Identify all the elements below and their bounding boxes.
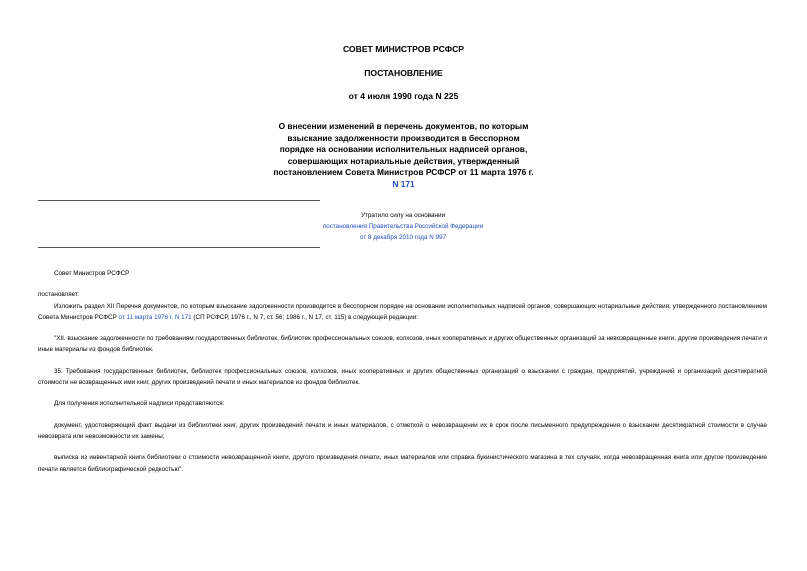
paragraph-6: выписка из инвентарной книги библиотеки о стоимости невозвращенной книги, другого произведения печати, иных материалов или справка букинистического магазина в тех случаях, когда невозвращенная книга или другое произведение печати является библиографической редкостью".	[38, 454, 767, 473]
paragraph-1	[38, 301, 767, 324]
bottom-divider	[38, 247, 320, 248]
document-body	[38, 268, 767, 475]
paragraph-1-text-end: (СП РСФСР, 1976 г., N 7, ст. 56; 1986 г., N 17, ст. 115) в следующей редакции:	[191, 313, 418, 321]
paragraph-4: Для получения исполнительной надписи представляются:	[54, 400, 225, 408]
document-title	[270, 121, 537, 191]
paragraph-1-link[interactable]: от 11 марта 1976 г. N 171	[118, 313, 192, 321]
paragraph-5: документ, удостоверяющий факт выдачи из библиотеки книг, других произведений печати и иных материалов, с отметкой о невозвращении их в срок после письменного предупреждения о взыскании десятикратной стоимости в случае невозврата или невозможности их замены;	[38, 421, 767, 440]
paragraph-1-text: Изложить раздел XII Перечня документов, по которым взыскание задолженности производится в бесспорном порядке на основании исполнительных надписей органов, совершающих нотариальные действия, утвержденного постановлением Совета Министров РСФСР	[38, 302, 767, 321]
validity-note-text: Утратило силу на основании	[360, 212, 446, 219]
issuer-text: Совет Министров РСФСР	[54, 270, 130, 277]
top-divider	[38, 200, 320, 201]
validity-note-link[interactable]: постановления Правительства Российской Федерации	[322, 223, 484, 231]
title-link-n171[interactable]: N 171	[392, 178, 415, 189]
paragraph-3: 35. Требования государственных библиотек, библиотек профессиональных союзов, колхозов, иных кооперативных и других общественных организаций о взыскании с граждан, предприятий, учреждений и организаций десятикратной стоимости не возвращенных ими книг, других произведений печати и иных материалов из фондов библиотек.	[38, 367, 767, 387]
paragraph-2: "XII. взыскание задолженности по требованиям государственных библиотек, библиотек профессиональных союзов, колхозов, иных кооперативных и других общественных организаций за невозвращенные книги, другие произведения печати и иные материалы из фондов библиотек.	[38, 335, 767, 354]
title-text: О внесении изменений в перечень документов, по которым взыскание задолженности производится в бесспорном порядке на основании исполнительных надписей органов, совершающих нотариальные действия, утвержденный постановлением Совета Министров РСФСР от 11 марта 1976 г.	[273, 121, 534, 178]
resolves-text: постановляет:	[38, 291, 80, 299]
doc-type-heading: ПОСТАНОВЛЕНИЕ	[364, 68, 443, 78]
validity-note-date-link[interactable]: от 8 декабря 2010 года N 997	[359, 234, 447, 242]
council-heading: СОВЕТ МИНИСТРОВ РСФСР	[342, 44, 465, 54]
validity-note	[300, 210, 506, 244]
date-number-heading: от 4 июля 1990 года N 225	[348, 91, 459, 101]
